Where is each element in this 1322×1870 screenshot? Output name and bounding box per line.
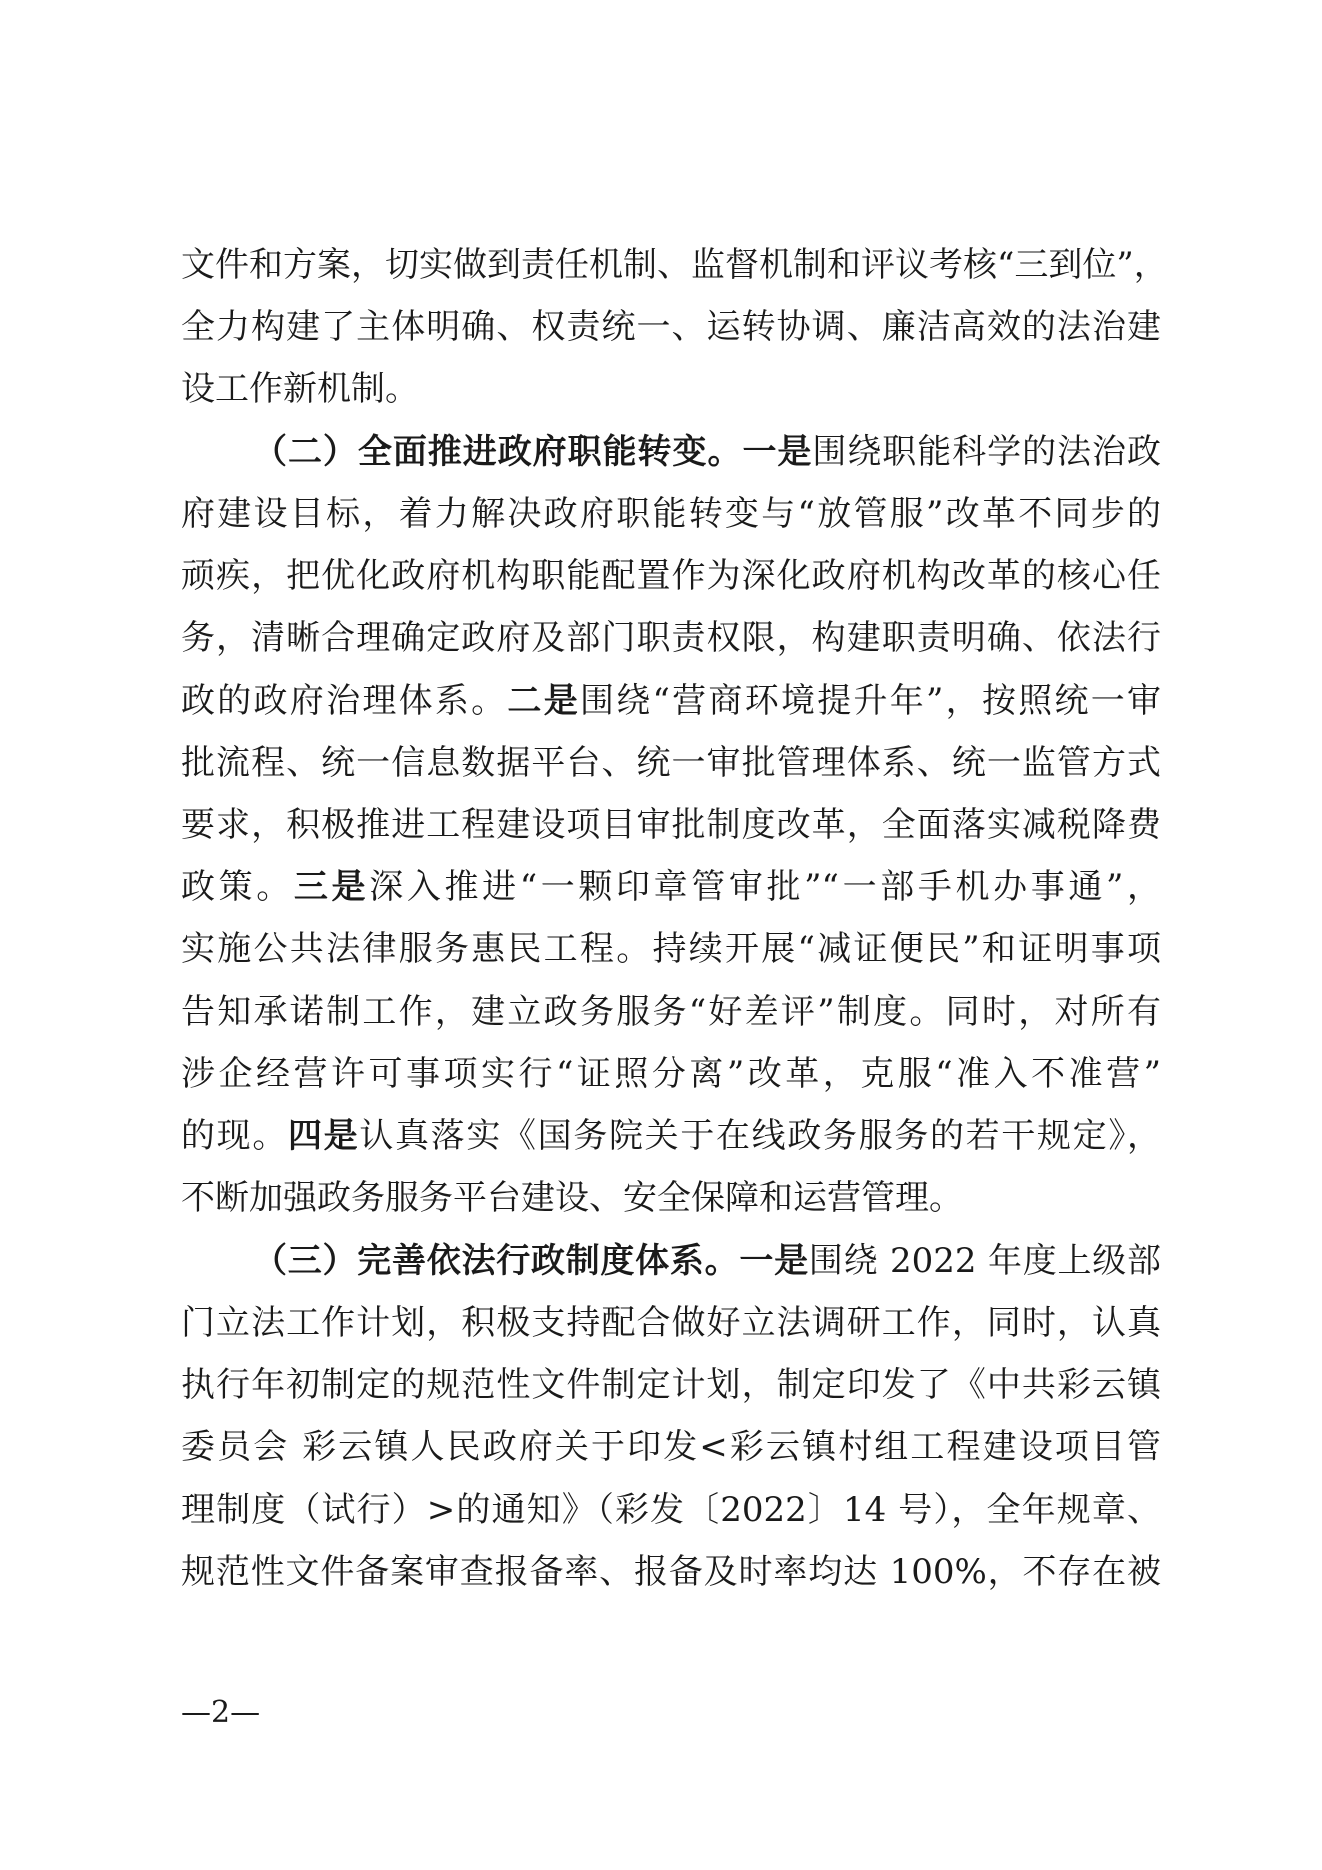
text-line [181, 929, 1161, 969]
text-segment: 要求，积极推进工程建设项目审批制度改革，全面落实减税降费 [181, 805, 1161, 845]
text-line [181, 618, 1161, 658]
text-line [181, 1178, 963, 1218]
text-segment: 府建设目标，着力解决政府职能转变与“放管服”改革不同步的 [181, 494, 1161, 534]
text-segment: 深入推进“一颗印章管审批”“一部手机办事通”， [369, 867, 1162, 907]
text-segment: 认真落实《国务院关于在线政务服务的若干规定》， [359, 1116, 1162, 1156]
bold-text-segment: 三是 [293, 867, 370, 907]
text-line [181, 1116, 1161, 1156]
text-line [181, 369, 419, 409]
text-segment: 涉企经营许可事项实行“证照分离”改革，克服“准入不准营” [181, 1054, 1161, 1094]
text-line [253, 1241, 1161, 1281]
text-segment: 委员会 彩云镇人民政府关于印发<彩云镇村组工程建设项目管 [181, 1427, 1161, 1467]
text-line [181, 1303, 1161, 1343]
text-segment: 实施公共法律服务惠民工程。持续开展“减证便民”和证明事项 [181, 929, 1161, 969]
text-line [181, 556, 1161, 596]
text-line [181, 805, 1161, 845]
text-segment: 理制度（试行）>的通知》（彩发〔2022〕14 号），全年规章、 [181, 1490, 1161, 1530]
text-line [181, 1427, 1161, 1467]
text-segment: 批流程、统一信息数据平台、统一审批管理体系、统一监管方式 [181, 743, 1161, 783]
text-segment: 门立法工作计划，积极支持配合做好立法调研工作，同时，认真 [181, 1303, 1161, 1343]
text-segment: 规范性文件备案审查报备率、报备及时率均达 100%，不存在被 [181, 1552, 1161, 1592]
bold-text-segment: 四是 [288, 1116, 360, 1156]
text-line [181, 743, 1161, 783]
text-line [181, 245, 1168, 285]
text-segment: 围绕“营商环境提升年”，按照统一审 [579, 681, 1162, 721]
bold-text-segment: 一是 [742, 432, 813, 472]
bold-text-segment: （二）全面推进政府职能转变。 [253, 432, 743, 472]
text-line [181, 494, 1161, 534]
text-line [181, 1054, 1161, 1094]
text-segment: 执行年初制定的规范性文件制定计划，制定印发了《中共彩云镇 [181, 1365, 1161, 1405]
text-line [253, 432, 1161, 472]
text-segment: 政的政府治理体系。 [181, 681, 508, 721]
text-line [181, 1552, 1161, 1592]
text-segment: 设工作新机制。 [181, 369, 419, 409]
text-line [181, 867, 1161, 907]
text-segment: 告知承诺制工作，建立政务服务“好差评”制度。同时，对所有 [181, 992, 1161, 1032]
text-segment: 政策。 [181, 867, 294, 907]
text-segment: 的现。 [181, 1116, 288, 1156]
text-line [181, 307, 1161, 347]
text-segment: 顽疾，把优化政府机构职能配置作为深化政府机构改革的核心任 [181, 556, 1161, 596]
text-line [181, 1365, 1161, 1405]
bold-text-segment: 二是 [507, 681, 580, 721]
bold-text-segment: （三）完善依法行政制度体系。 [253, 1241, 740, 1281]
text-segment: 围绕职能科学的法治政 [812, 432, 1162, 472]
text-segment: 全力构建了主体明确、权责统一、运转协调、廉洁高效的法治建 [181, 307, 1161, 347]
text-segment: 围绕 2022 年度上级部 [808, 1241, 1162, 1281]
text-line [181, 681, 1161, 721]
text-segment: 文件和方案，切实做到责任机制、监督机制和评议考核“三到位”， [181, 245, 1168, 285]
text-line [181, 992, 1161, 1032]
text-segment: 不断加强政务服务平台建设、安全保障和运营管理。 [181, 1178, 963, 1218]
page-number: —2— [181, 1695, 261, 1730]
bold-text-segment: 一是 [739, 1241, 809, 1281]
text-segment: 务，清晰合理确定政府及部门职责权限，构建职责明确、依法行 [181, 618, 1161, 658]
text-line [181, 1490, 1161, 1530]
